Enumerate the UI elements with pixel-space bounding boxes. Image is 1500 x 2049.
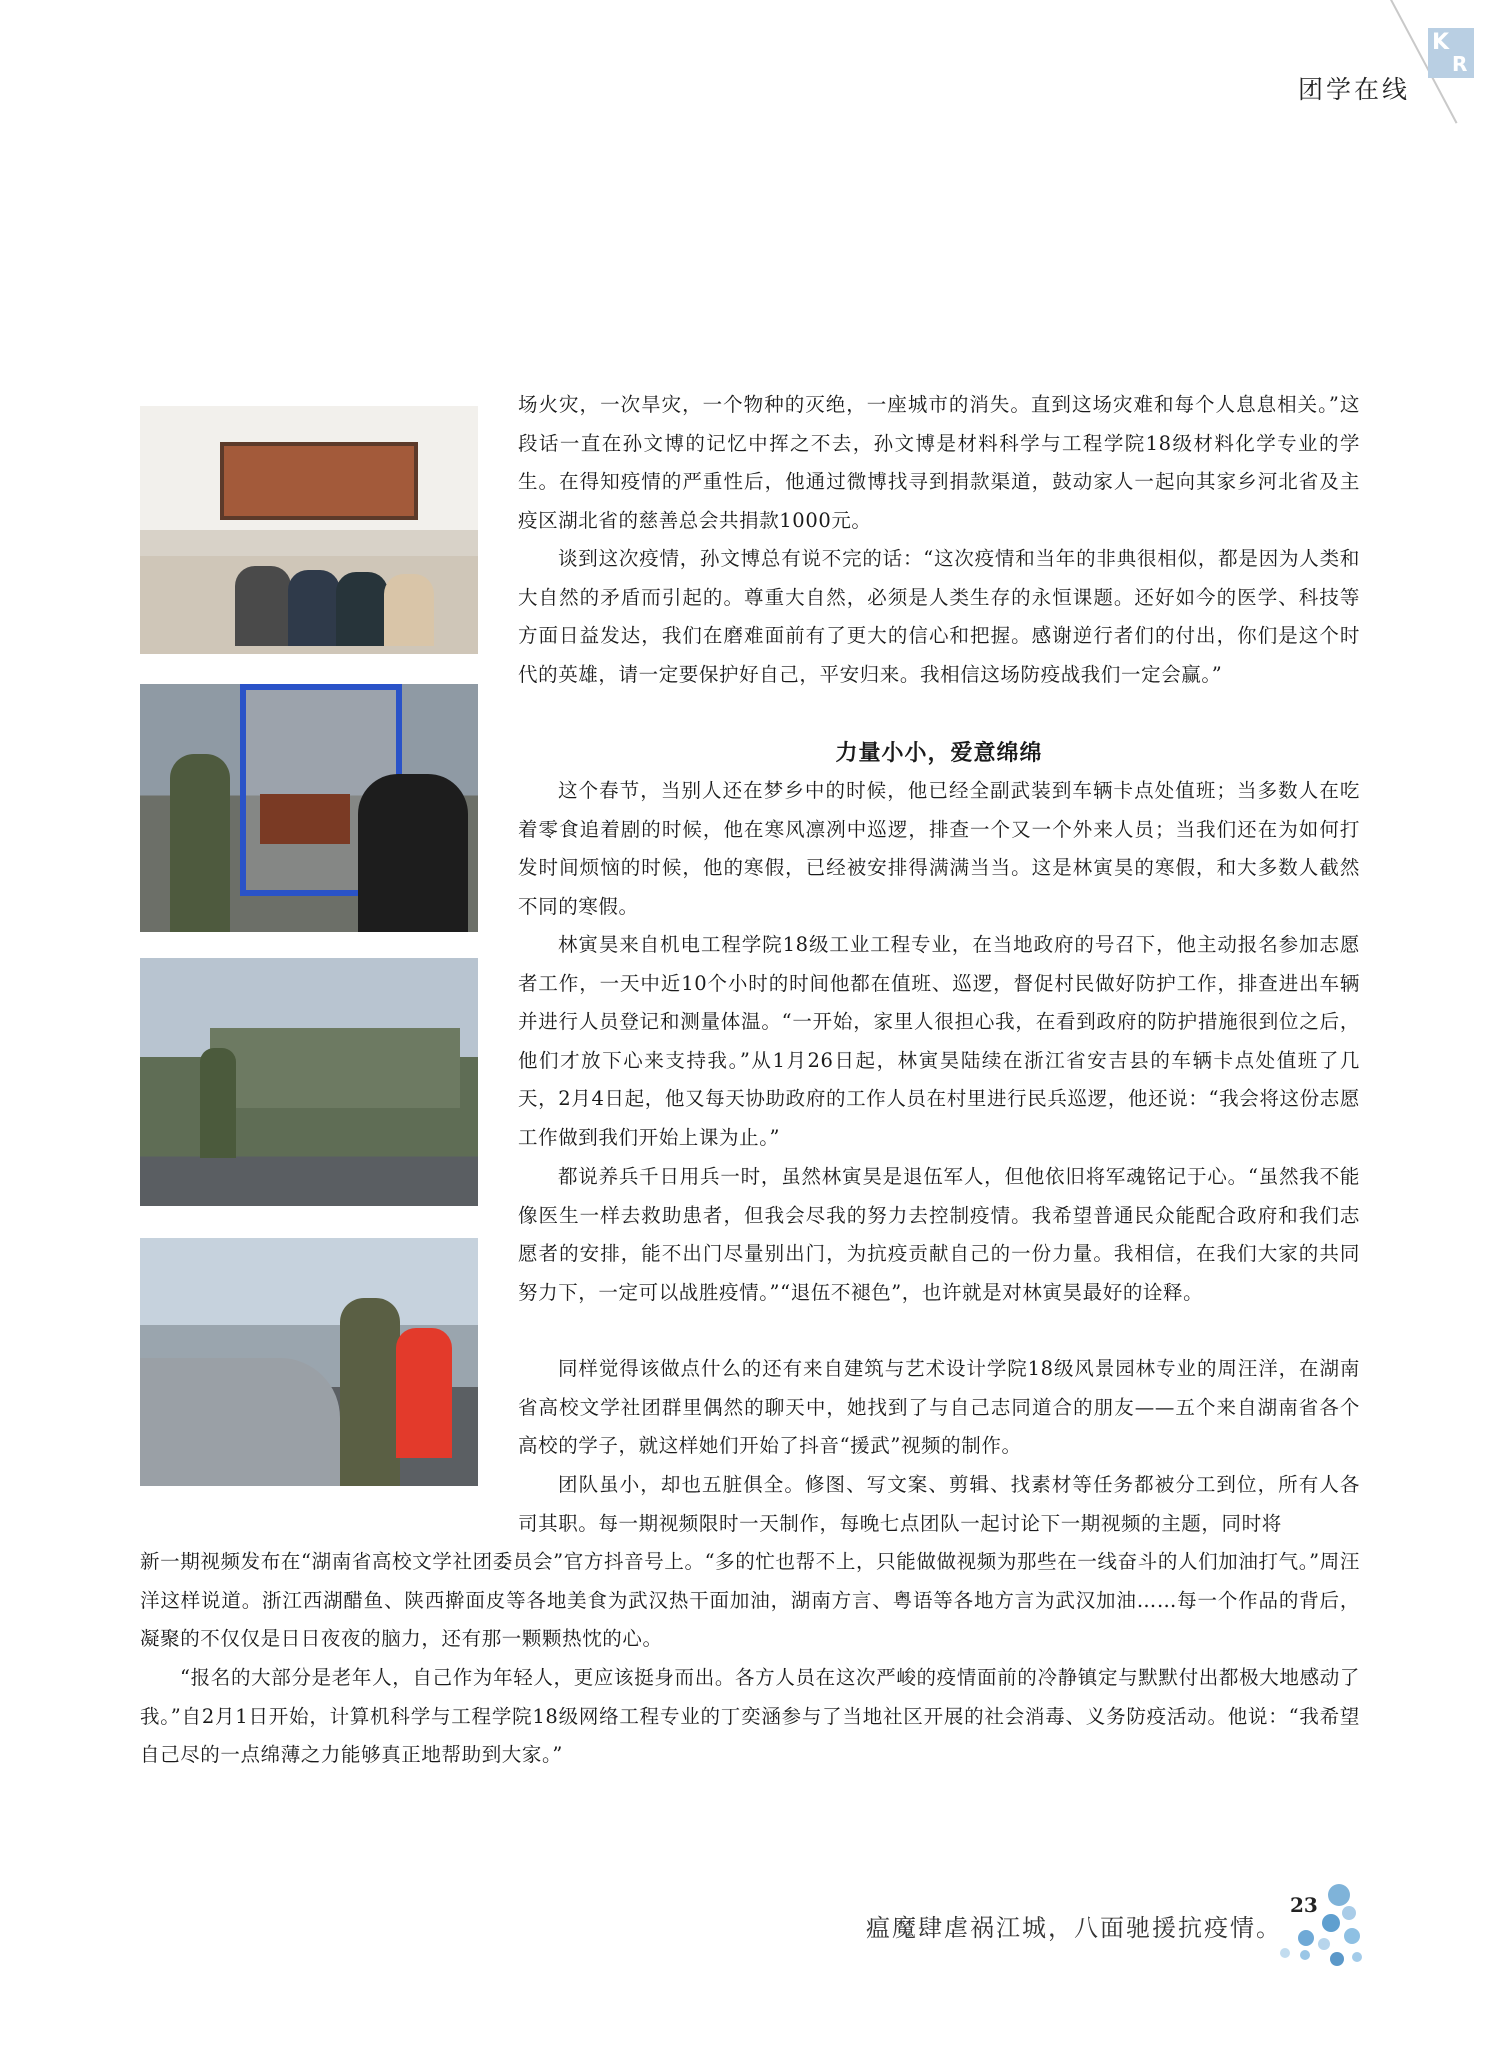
paragraph: 同样觉得该做点什么的还有来自建筑与艺术设计学院18级风景园林专业的周汪洋，在湖南省高校文学社团群里偶然的聊天中，她找到了与自己志同道合的朋友——五个来自湖南省各个高校的学子，就这样她们开始了抖音“援武”视频的制作。 — [518, 1357, 1360, 1458]
desk — [260, 794, 350, 844]
volunteer — [340, 1298, 400, 1486]
woman — [358, 774, 468, 932]
village-sign-photo — [140, 958, 478, 1206]
kr-logo — [1428, 28, 1474, 78]
checkpoint-booth-photo — [140, 684, 478, 932]
horse-painting — [220, 442, 418, 520]
paragraph: 都说养兵千日用兵一时，虽然林寅昊是退伍军人，但他依旧将军魂铭记于心。“虽然我不能像医生一样去救助患者，但我会尽我的努力去控制疫情。我希望普通民众能配合政府和我们志愿者的安排，能不出门尽量别出门，为抗疫贡献自己的一份力量。我相信，在我们大家的共同努力下，一定可以战胜疫情。”“退伍不褪色”，也许就是对林寅昊最好的诠释。 — [518, 1165, 1360, 1304]
footer-slogan: 瘟魔肆虐祸江城，八面驰援抗疫情。 — [866, 1914, 1282, 1942]
section-title: 团学在线 — [1298, 75, 1411, 104]
page-number: 23 — [1290, 1893, 1318, 1917]
paragraph: 林寅昊来自机电工程学院18级工业工程专业，在当地政府的号召下，他主动报名参加志愿者工作，一天中近10个小时的时间他都在值班、巡逻，督促村民做好防护工作，排查进出车辆并进行人员登记和测量体温。“一开始，家里人很担心我，在看到政府的防护措施很到位之后，他们才放下心来支持我。”从1月26日起，林寅昊陆续在浙江省安吉县的车辆卡点处值班了几天，2月4日起，他又每天协助政府的工作人员在村里进行民兵巡逻，他还说：“我会将这份志愿工作做到我们开始上课为止。” — [518, 933, 1360, 1149]
car-inspection-photo — [140, 1238, 478, 1486]
soldier — [170, 754, 230, 932]
logo-letter-k: K — [1432, 30, 1450, 55]
soldier-saluting — [200, 1048, 236, 1158]
sign-wall — [210, 1028, 460, 1108]
person — [336, 572, 388, 646]
person — [235, 566, 291, 646]
family-photo — [140, 406, 478, 654]
person — [384, 574, 434, 646]
car — [140, 1358, 340, 1486]
paragraph: “报名的大部分是老年人，自己作为年轻人，更应该挺身而出。各方人员在这次严峻的疫情面前的冷静镇定与默默付出都极大地感动了我。”自2月1日开始，计算机科学与工程学院18级网络工程专业的丁奕涵参与了当地社区开展的社会消毒、义务防疫活动。他说：“我希望自己尽的一点绵薄之力能够真正地帮助到大家。” — [140, 1666, 1360, 1767]
paragraph: 新一期视频发布在“湖南省高校文学社团委员会”官方抖音号上。“多的忙也帮不上，只能做做视频为那些在一线奋斗的人们加油打气。”周汪洋这样说道。浙江西湖醋鱼、陕西擀面皮等各地美食为武汉热干面加油，湖南方言、粤语等各地方言为武汉加油……每一个作品的背后，凝聚的不仅仅是日日夜夜的脑力，还有那一颗颗热忱的心。 — [140, 1550, 1360, 1651]
volunteer-red-vest — [396, 1328, 452, 1458]
paragraph: 这个春节，当别人还在梦乡中的时候，他已经全副武装到车辆卡点处值班；当多数人在吃着零食追着剧的时候，他在寒风凛冽中巡逻，排查一个又一个外来人员；当我们还在为如何打发时间烦恼的时候，他的寒假，已经被安排得满满当当。这是林寅昊的寒假，和大多数人截然不同的寒假。 — [518, 779, 1360, 918]
paragraph: 团队虽小，却也五脏俱全。修图、写文案、剪辑、找素材等任务都被分工到位，所有人各司其职。每一期视频限时一天制作，每晚七点团队一起讨论下一期视频的主题，同时将 — [518, 1473, 1360, 1535]
subheading: 力量小小，爱意绵绵 — [835, 741, 1043, 766]
person — [288, 570, 340, 646]
logo-letter-r: R — [1452, 52, 1468, 76]
paragraph: 谈到这次疫情，孙文博总有说不完的话：“这次疫情和当年的非典很相似，都是因为人类和大自然的矛盾而引起的。尊重大自然，必须是人类生存的永恒课题。还好如今的医学、科技等方面日益发达，我们在磨难面前有了更大的信心和把握。感谢逆行者们的付出，你们是这个时代的英雄，请一定要保护好自己，平安归来。我相信这场防疫战我们一定会赢。” — [518, 547, 1360, 686]
paragraph: 场火灾，一次旱灾，一个物种的灭绝，一座城市的消失。直到这场灾难和每个人息息相关。”这段话一直在孙文博的记忆中挥之不去，孙文博是材料科学与工程学院18级材料化学专业的学生。在得知疫情的严重性后，他通过微博找寻到捐款渠道，鼓动家人一起向其家乡河北省及主疫区湖北省的慈善总会共捐款1000元。 — [518, 393, 1360, 532]
